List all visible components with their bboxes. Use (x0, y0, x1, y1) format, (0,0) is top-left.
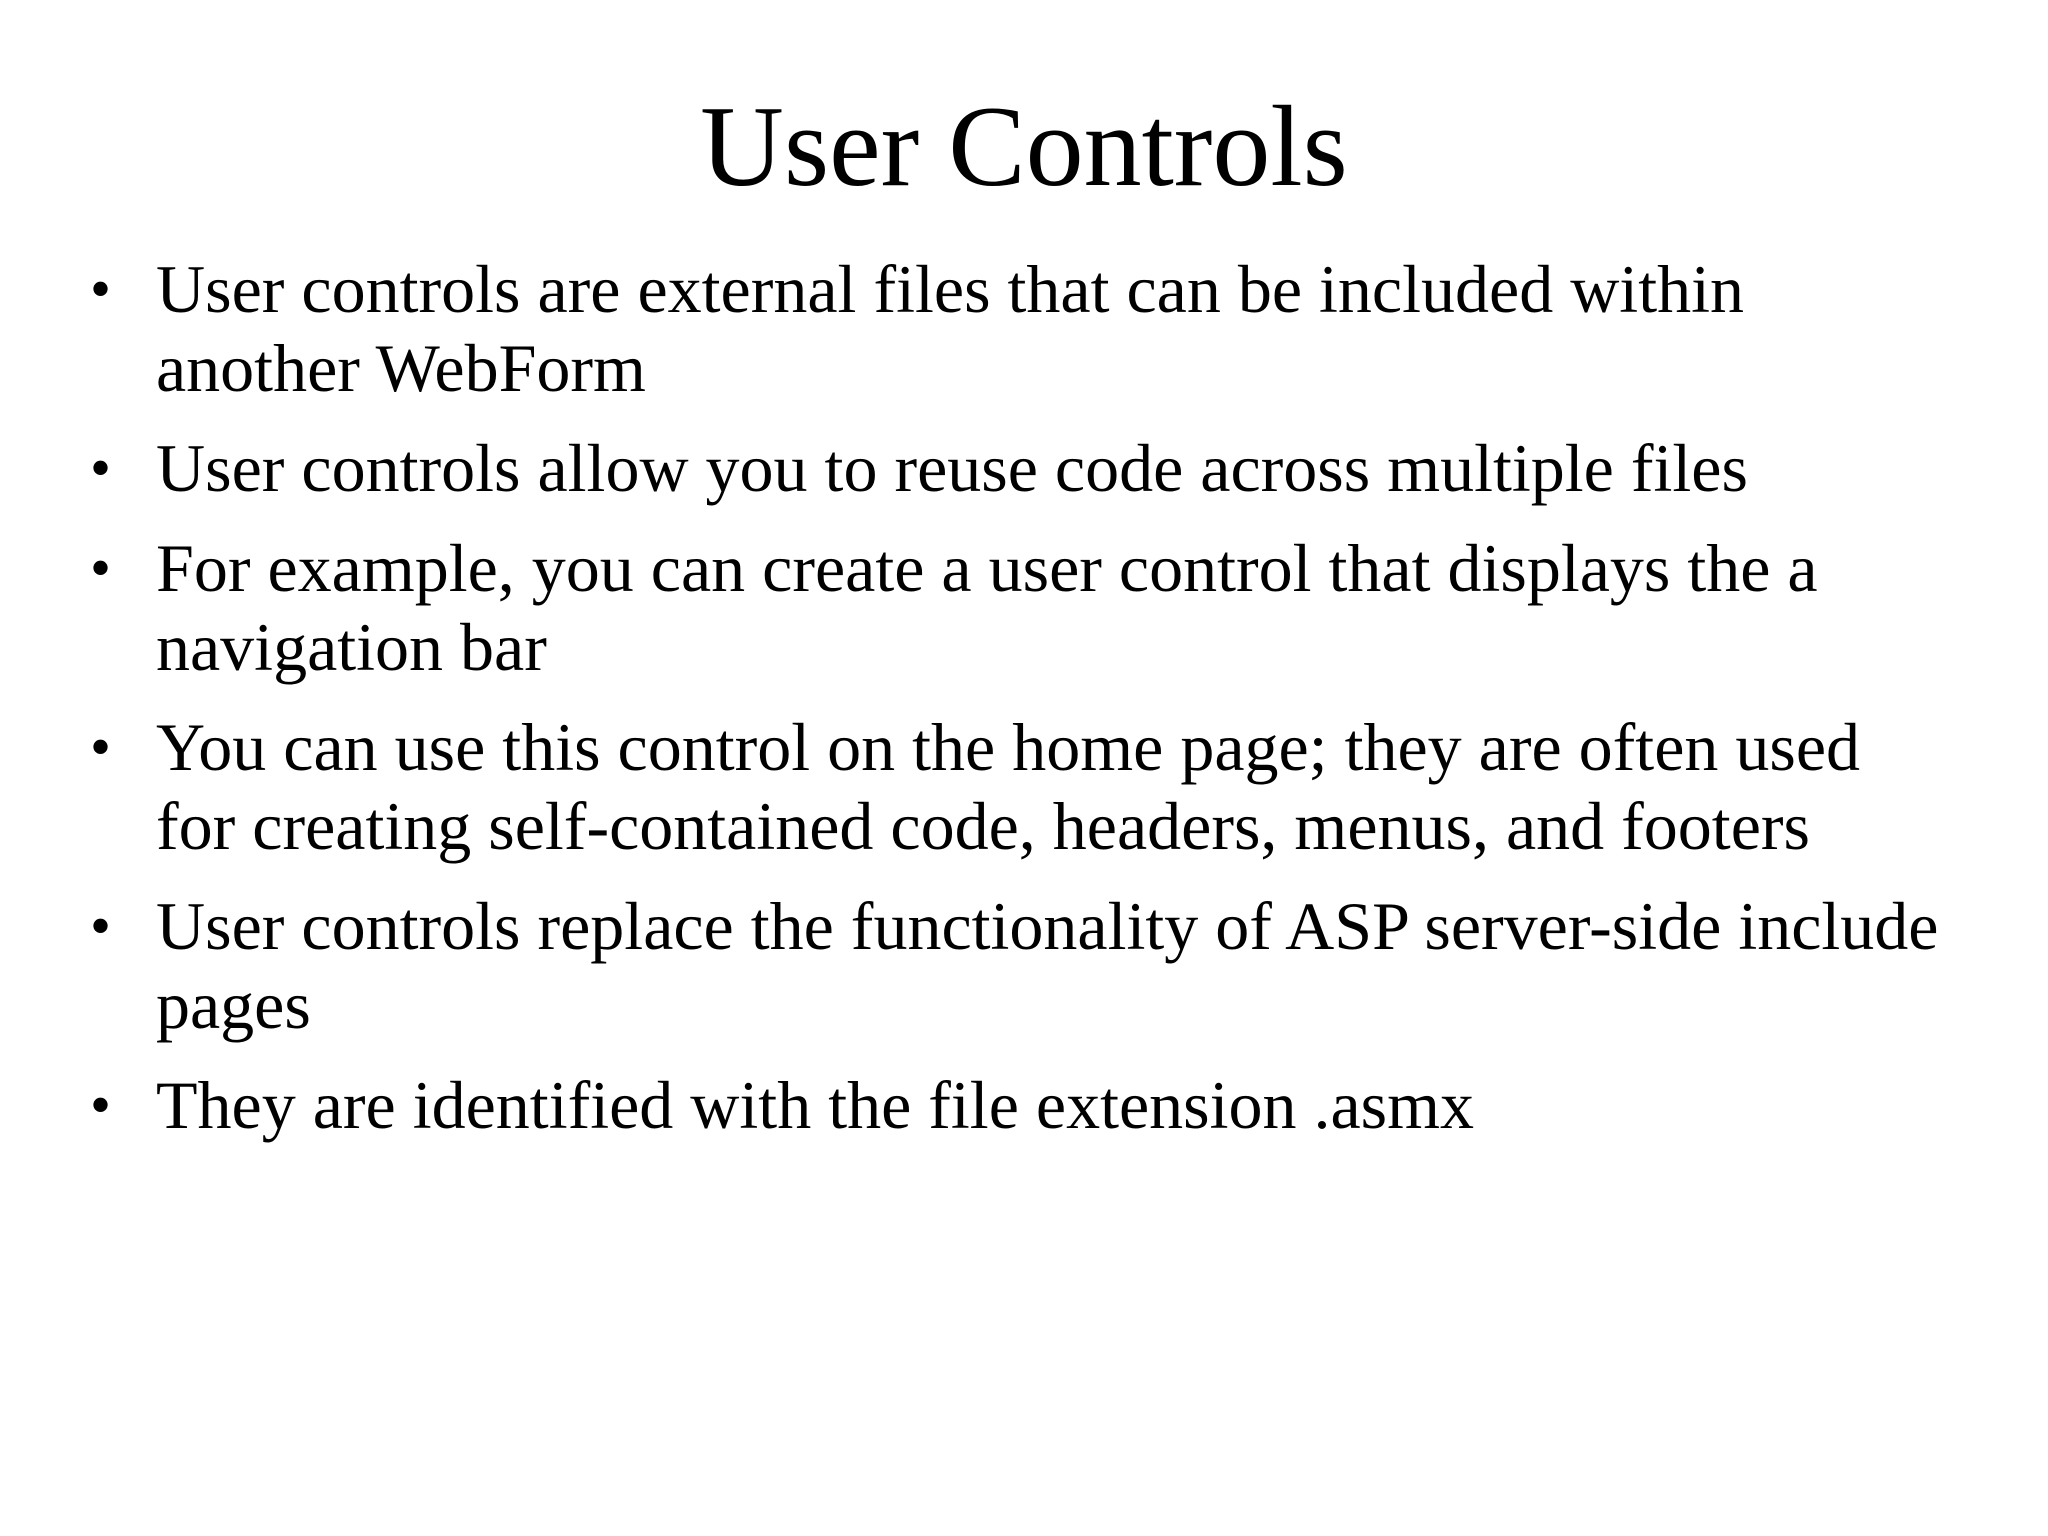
slide-title: User Controls (700, 83, 1348, 211)
bullet-icon: • (90, 256, 112, 322)
bullet-text: They are identified with the file extension .asmx (156, 1067, 1475, 1143)
bullet-item (90, 250, 1940, 408)
bullet-icon: • (90, 714, 112, 780)
bullet-icon: • (90, 893, 112, 959)
bullet-item (90, 708, 1940, 866)
bullet-text: User controls allow you to reuse code across multiple files (156, 430, 1748, 506)
bullet-item (90, 887, 1940, 1045)
bullet-list (90, 250, 1940, 1166)
bullet-text: User controls replace the functionality of ASP server-side include pages (156, 888, 1939, 1043)
bullet-text: You can use this control on the home page; they are often used for creating self-contained code, headers, menus, and footers (156, 709, 1861, 864)
bullet-item (90, 529, 1940, 687)
bullet-text: User controls are external files that can be included within another WebForm (156, 251, 1744, 406)
bullet-item (90, 1066, 1940, 1145)
bullet-icon: • (90, 535, 112, 601)
bullet-text: For example, you can create a user control that displays the a navigation bar (156, 530, 1818, 685)
bullet-item (90, 429, 1940, 508)
bullet-icon: • (90, 435, 112, 501)
bullet-icon: • (90, 1072, 112, 1138)
